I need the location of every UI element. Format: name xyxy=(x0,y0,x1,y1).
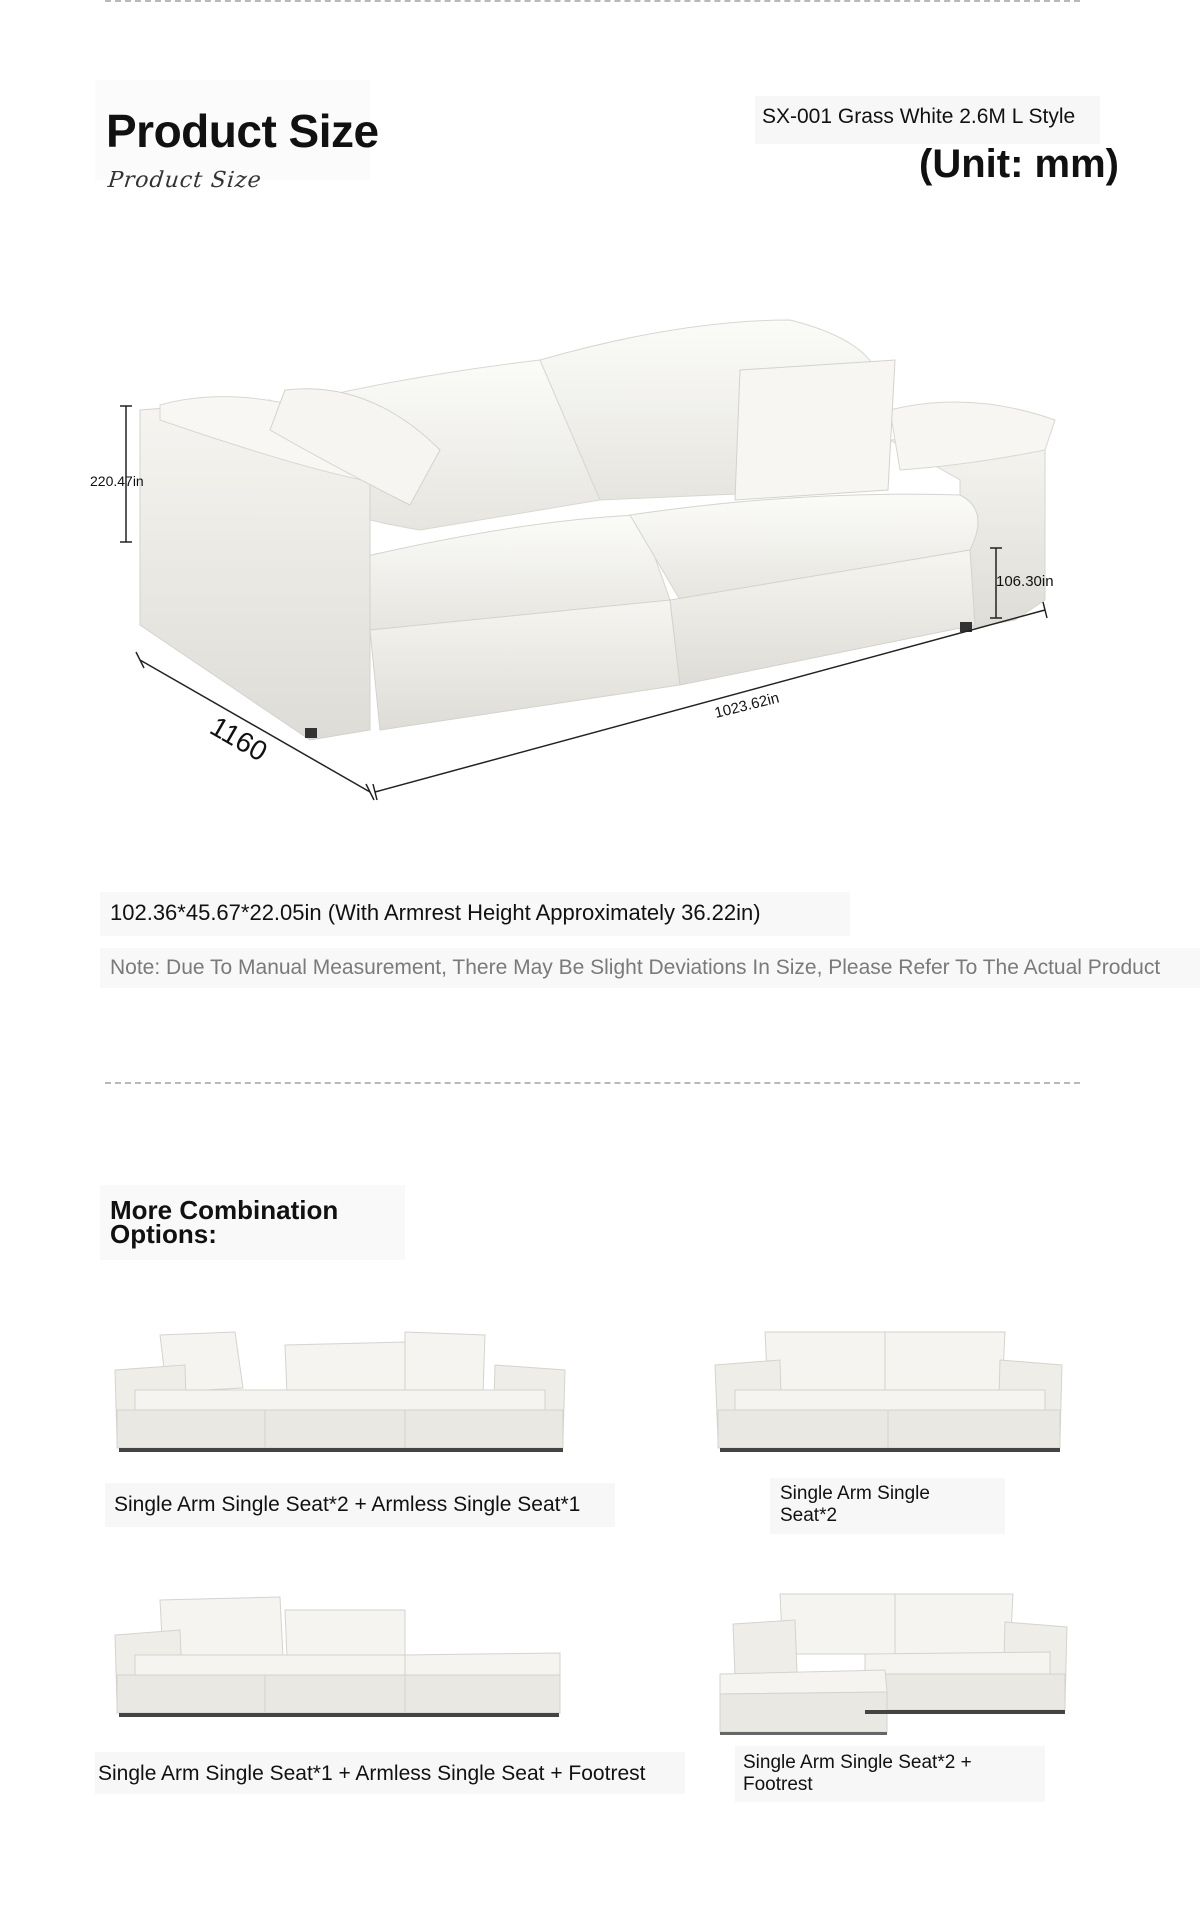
combo-footrest-sofa xyxy=(115,1597,560,1717)
seat-height-label: 106.30in xyxy=(996,573,1054,590)
combo-l-shape-caption: Single Arm Single Seat*2 + Footrest xyxy=(743,1752,972,1795)
dimensions-text: 102.36*45.67*22.05in (With Armrest Height Approximately 36.22in) xyxy=(110,900,761,925)
depth-label: 1160 xyxy=(205,710,273,768)
combo-two-seat-image xyxy=(710,1330,1070,1465)
combo-two-seat-sofa xyxy=(715,1332,1062,1452)
hero-sofa-diagram xyxy=(70,300,1090,820)
combination-heading: More Combination Options: xyxy=(110,1195,339,1249)
page-title: Product Size xyxy=(106,105,379,157)
sofa-illustration xyxy=(140,320,1055,740)
combo-footrest-caption: Single Arm Single Seat*1 + Armless Single Seat + Footrest xyxy=(98,1762,646,1785)
combo-two-seat-caption: Single Arm Single Seat*2 xyxy=(780,1483,930,1526)
combo-footrest-image xyxy=(105,1595,575,1730)
combo-three-seat-image xyxy=(105,1330,575,1465)
width-label: 1023.62in xyxy=(712,689,781,722)
middle-divider xyxy=(105,1082,1080,1084)
combo-three-seat-sofa xyxy=(115,1332,565,1452)
combo-l-shape-image xyxy=(715,1592,1075,1742)
combo-l-shape-sofa xyxy=(720,1594,1067,1735)
height-label: 220.47in xyxy=(90,473,144,489)
measurement-note: Note: Due To Manual Measurement, There May Be Slight Deviations In Size, Please Refer To The Actual Product xyxy=(110,956,1161,979)
model-name: SX-001 Grass White 2.6M L Style xyxy=(762,105,1076,128)
combo-three-seat-caption: Single Arm Single Seat*2 + Armless Single Seat*1 xyxy=(114,1493,581,1516)
top-divider xyxy=(105,0,1080,2)
unit-label: (Unit: mm) xyxy=(919,142,1119,186)
page-title-script: Product Size xyxy=(106,168,264,193)
